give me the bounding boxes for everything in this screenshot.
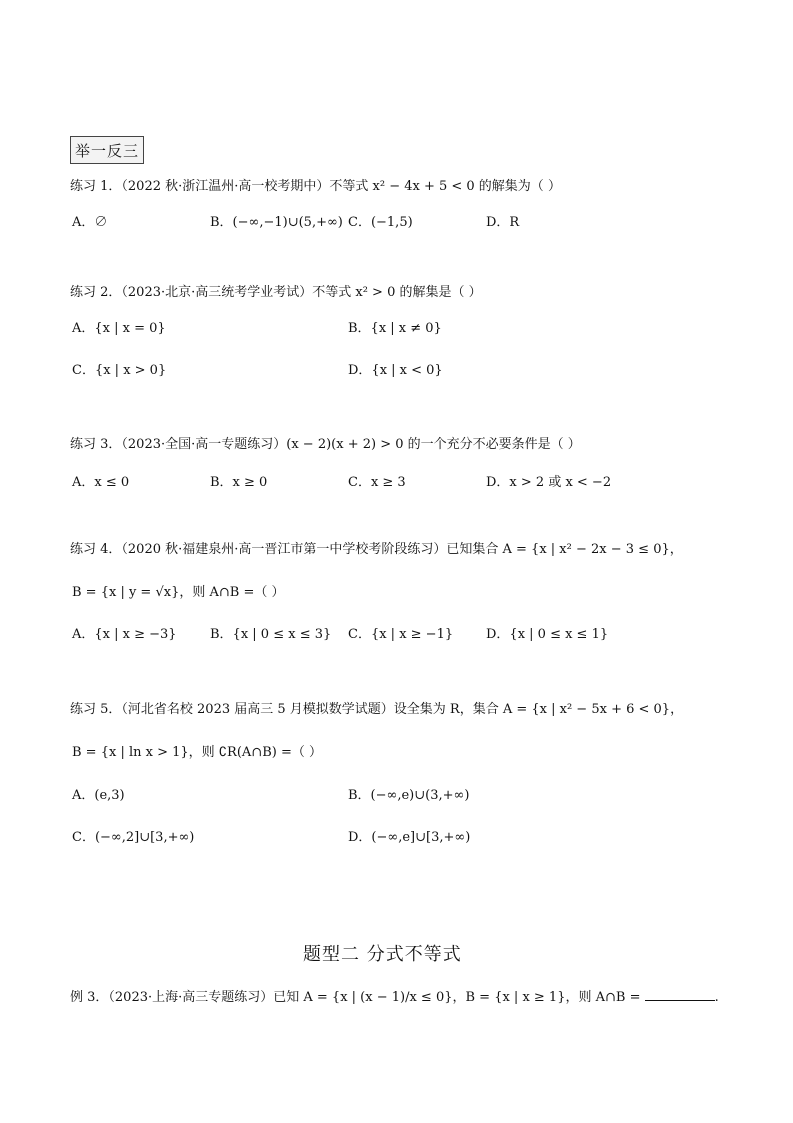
example-3-line: [70, 990, 719, 1004]
exercise-5-option-b: B．(−∞,e)∪(3,+∞): [348, 788, 470, 803]
answer-blank[interactable]: [645, 990, 715, 1001]
exercise-1-stem: 练习 1．（2022 秋·浙江温州·高一校考期中）不等式 x² − 4x + 5 < 0 的解集为（ ）: [70, 179, 561, 194]
example-3-end: .: [714, 990, 719, 1005]
exercise-2-option-a: A．{x | x = 0}: [72, 321, 166, 336]
exercise-5-stem-line2: B = {x | ln x > 1}，则 ∁R(A∩B) =（ ）: [72, 745, 322, 760]
exercise-3-option-b: B．x ≥ 0: [210, 475, 268, 490]
exercise-4-option-b: B．{x | 0 ≤ x ≤ 3}: [210, 627, 332, 642]
exercise-5-option-c: C．(−∞,2]∪[3,+∞): [72, 830, 195, 845]
exercise-1-option-a: A．∅: [72, 215, 108, 230]
example-3-stem: 例 3．（2023·上海·高三专题练习）已知 A = {x | (x − 1)/x ≤ 0}，B = {x | x ≥ 1}，则 A∩B =: [70, 990, 645, 1005]
exercise-5-option-a: A．(e,3): [72, 788, 125, 803]
exercise-4-stem: 练习 4．（2020 秋·福建泉州·高一晋江市第一中学校考阶段练习）已知集合 A = {x | x² − 2x − 3 ≤ 0}，: [70, 542, 683, 557]
exercise-4-stem-line2: B = {x | y = √x}，则 A∩B =（ ）: [72, 585, 285, 600]
exercise-3-option-d: D．x > 2 或 x < −2: [486, 475, 612, 490]
section-title: 题型二 分式不等式: [303, 944, 462, 965]
exercise-2-option-d: D．{x | x < 0}: [348, 363, 443, 378]
exercise-1-option-d: D．R: [486, 215, 520, 230]
exercise-3-stem: 练习 3．（2023·全国·高一专题练习）(x − 2)(x + 2) > 0 的一个充分不必要条件是（ ）: [70, 437, 581, 452]
exercise-2-option-c: C．{x | x > 0}: [72, 363, 167, 378]
exercise-3-option-c: C．x ≥ 3: [348, 475, 406, 490]
exercise-5-stem: 练习 5．（河北省名校 2023 届高三 5 月模拟数学试题）设全集为 R，集合 A = {x | x² − 5x + 6 < 0}，: [70, 702, 684, 717]
exercise-2-option-b: B．{x | x ≠ 0}: [348, 321, 442, 336]
exercise-2-stem: 练习 2．（2023·北京·高三统考学业考试）不等式 x² > 0 的解集是（ ）: [70, 285, 482, 300]
exercise-1-option-b: B．(−∞,−1)∪(5,+∞): [210, 215, 343, 230]
exercise-3-option-a: A．x ≤ 0: [72, 475, 130, 490]
exercise-4-option-c: C．{x | x ≥ −1}: [348, 627, 454, 642]
exercise-1-option-c: C．(−1,5): [348, 215, 413, 230]
exercise-5-option-d: D．(−∞,e]∪[3,+∞): [348, 830, 471, 845]
exercise-4-option-d: D．{x | 0 ≤ x ≤ 1}: [486, 627, 609, 642]
exercise-4-option-a: A．{x | x ≥ −3}: [72, 627, 177, 642]
section-badge: 举一反三: [70, 136, 144, 164]
